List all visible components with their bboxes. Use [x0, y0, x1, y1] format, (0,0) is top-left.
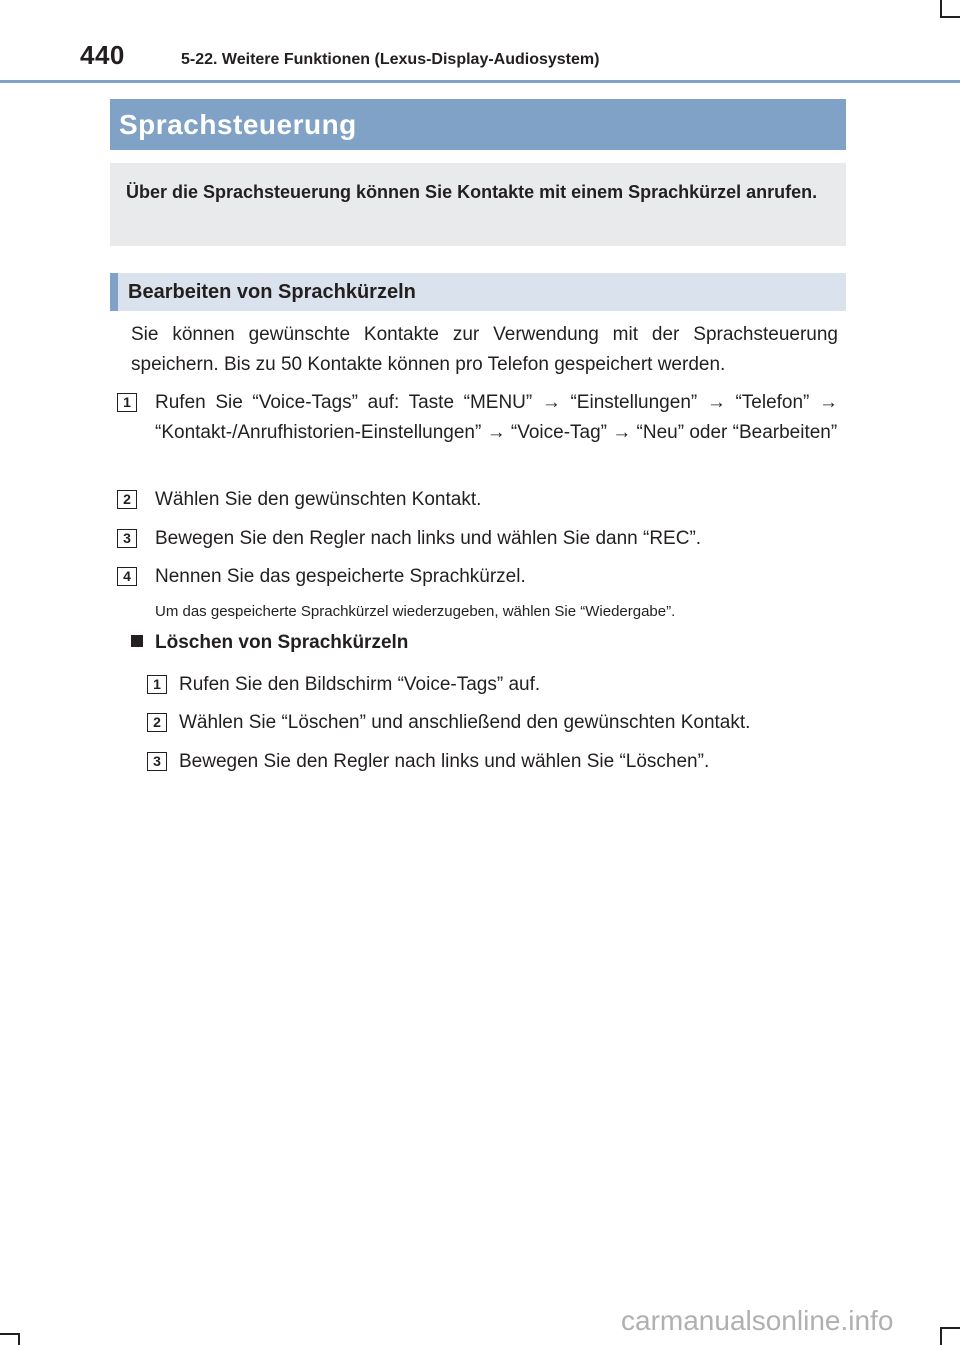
step-text: Wählen Sie “Löschen” und anschließend den gewünschten Kontakt.: [179, 712, 751, 733]
delete-heading: [131, 632, 408, 654]
step-text: Rufen Sie “Voice-Tags” auf: Taste “MENU” → “Einstellungen” → “Telefon” → “Kontakt-/Anrufhistorien-Einstellungen” → “Voice-Tag” → “Neu” oder “Bearbeiten”: [155, 392, 838, 443]
subsection-title: Bearbeiten von Sprachkürzeln: [110, 273, 846, 311]
step-number: 1: [117, 393, 137, 412]
watermark: carmanualsonline.info: [621, 1305, 894, 1336]
square-bullet-icon: [131, 635, 143, 647]
step-text: Rufen Sie den Bildschirm “Voice-Tags” auf.: [179, 674, 541, 695]
step-number: 4: [117, 567, 137, 586]
crop-mark: [940, 1327, 942, 1345]
delete-heading-label: Löschen von Sprachkürzeln: [155, 632, 409, 653]
header-rule: [0, 80, 960, 83]
crop-mark: [940, 1327, 960, 1329]
step-number: 1: [147, 675, 167, 694]
crop-mark: [18, 1333, 20, 1345]
step-text: Wählen Sie den gewünschten Kontakt.: [155, 489, 482, 510]
page-number: 440: [80, 40, 125, 70]
step-number: 3: [147, 752, 167, 771]
step-text: Bewegen Sie den Regler nach links und wählen Sie dann “REC”.: [155, 528, 702, 549]
section-intro: Über die Sprachsteuerung können Sie Kontakte mit einem Sprachkürzel anrufen.: [110, 163, 846, 246]
step-text: Bewegen Sie den Regler nach links und wählen Sie “Löschen”.: [179, 751, 710, 772]
chapter-title: 5-22. Weitere Funktionen (Lexus-Display-Audiosystem): [181, 51, 600, 68]
section-title: Sprachsteuerung: [110, 99, 846, 150]
step-text: Nennen Sie das gespeicherte Sprachkürzel.: [155, 566, 526, 587]
subsection-paragraph: Sie können gewünschte Kontakte zur Verwendung mit der Sprachsteuerung speichern. Bis zu 50 Kontakte können pro Telefon gespeichert werden.: [131, 324, 838, 375]
step-number: 3: [117, 529, 137, 548]
crop-mark: [940, 0, 942, 16]
step-number: 2: [117, 490, 137, 509]
crop-mark: [0, 1333, 18, 1335]
crop-mark: [940, 16, 960, 18]
step-number: 2: [147, 713, 167, 732]
step-note: Um das gespeicherte Sprachkürzel wiederzugeben, wählen Sie “Wiedergabe”.: [155, 603, 676, 620]
